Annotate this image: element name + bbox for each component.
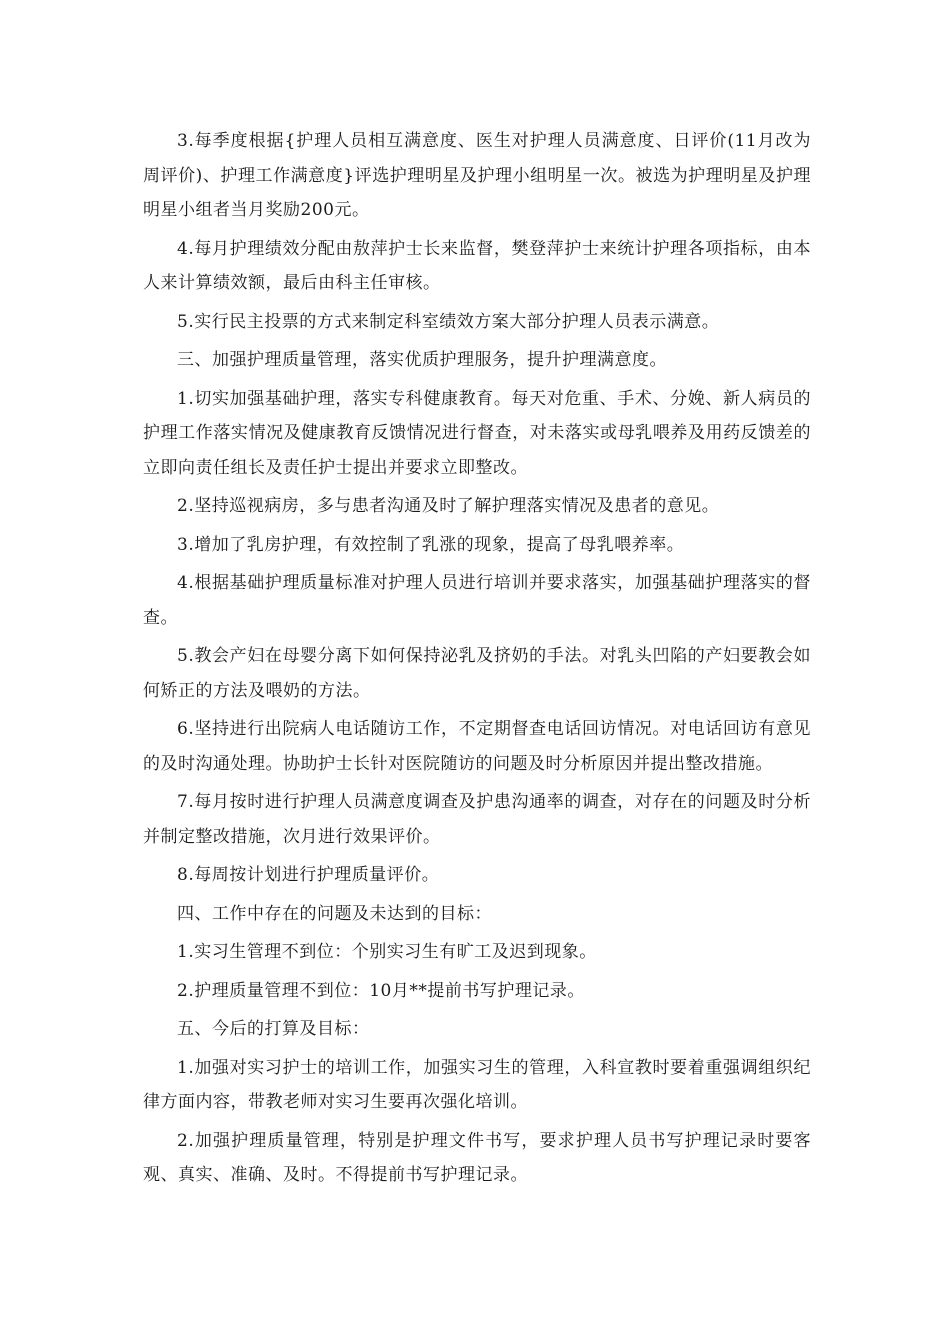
paragraph-basic-nursing: 1.切实加强基础护理，落实专科健康教育。每天对危重、手术、分娩、新人病员的护理工作落实情况及健康教育反馈情况进行督查，对未落实或母乳喂养及用药反馈差的立即向责任组长及责任护士提出并要求立即整改。 (143, 388, 811, 478)
paragraph-documentation-plan: 2.加强护理质量管理，特别是护理文件书写，要求护理人员书写护理记录时要客观、真实、准确、及时。不得提前书写护理记录。 (143, 1130, 811, 1185)
paragraph-intern-management-issue: 1.实习生管理不到位：个别实习生有旷工及迟到现象。 (177, 942, 597, 962)
paragraph-intern-training-plan: 1.加强对实习护士的培训工作，加强实习生的管理，入科宣教时要着重强调组织纪律方面内容，带教老师对实习生要再次强化培训。 (143, 1057, 811, 1112)
paragraph-performance-distribution: 4.每月护理绩效分配由敖萍护士长来监督，樊登萍护士来统计护理各项指标，由本人来计算绩效额，最后由科主任审核。 (143, 238, 811, 293)
paragraph-lactation-education: 5.教会产妇在母婴分离下如何保持泌乳及挤奶的手法。对乳头凹陷的产妇要教会如何矫正的方法及喂奶的方法。 (143, 646, 811, 701)
paragraph-ward-rounds: 2.坚持巡视病房，多与患者沟通及时了解护理落实情况及患者的意见。 (177, 496, 720, 516)
paragraph-weekly-evaluation: 8.每周按计划进行护理质量评价。 (177, 865, 440, 885)
section-heading-quality-management: 三、加强护理质量管理，落实优质护理服务，提升护理满意度。 (177, 350, 667, 370)
paragraph-democratic-vote: 5.实行民主投票的方式来制定科室绩效方案大部分护理人员表示满意。 (177, 311, 720, 332)
paragraph-breast-care: 3.增加了乳房护理，有效控制了乳涨的现象，提高了母乳喂养率。 (177, 534, 685, 555)
paragraph-discharge-followup: 6.坚持进行出院病人电话随访工作，不定期督查电话回访情况。对电话回访有意见的及时沟通处理。协助护士长针对医院随访的问题及时分析原因并提出整改措施。 (143, 719, 811, 774)
paragraph-satisfaction-survey: 7.每月按时进行护理人员满意度调查及护患沟通率的调查，对存在的问题及时分析并制定整改措施，次月进行效果评价。 (143, 792, 811, 847)
paragraph-quality-management-issue: 2.护理质量管理不到位：10月**提前书写护理记录。 (177, 980, 585, 1001)
document-body (143, 124, 811, 1197)
section-heading-problems: 四、工作中存在的问题及未达到的目标： (177, 903, 492, 924)
section-heading-future-plans: 五、今后的打算及目标： (177, 1019, 370, 1039)
paragraph-quarterly-star-selection: 3.每季度根据{护理人员相互满意度、医生对护理人员满意度、日评价(11月改为周评价)、护理工作满意度}评选护理明星及护理小组明星一次。被选为护理明星及护理明星小组者当月奖励200元。 (143, 131, 811, 220)
paragraph-training-standards: 4.根据基础护理质量标准对护理人员进行培训并要求落实，加强基础护理落实的督查。 (143, 573, 811, 628)
